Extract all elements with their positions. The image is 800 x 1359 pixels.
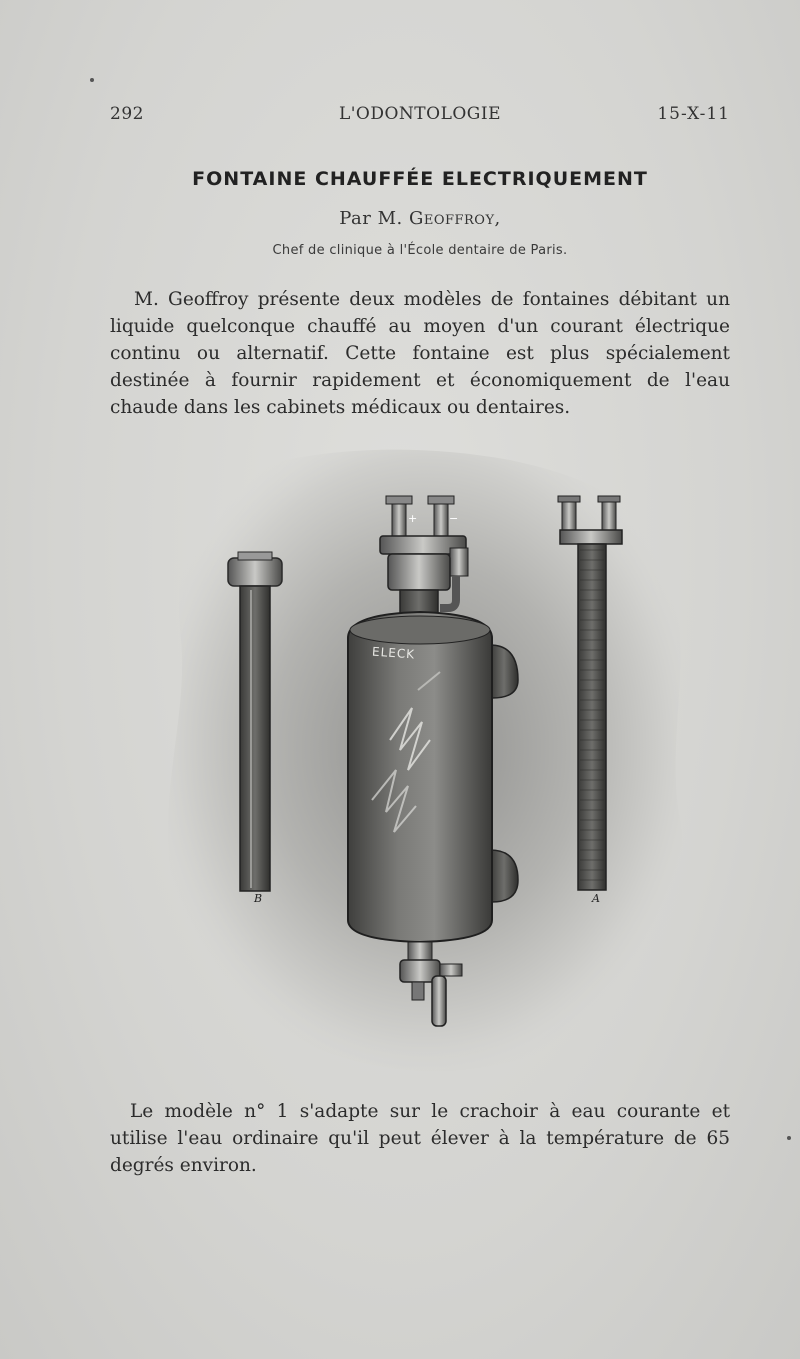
paragraph-intro: M. Geoffroy présente deux modèles de fontaines débitant un liquide quelconque chauffé au moyen d'un courant électrique continu ou alternatif. Cette fontaine est plus spécialement destinée à fournir rapidement et économiquement de l'eau chaude dans les cabinets médicaux ou dentaires. [110,289,730,418]
figure-label-b: B [254,892,263,905]
speck-mark [787,1136,791,1140]
speck-mark [90,78,94,82]
byline-prefix: Par M. [339,208,403,229]
paragraph-model-1: Le modèle n° 1 s'adapte sur le crachoir à eau courante et utilise l'eau ordinaire qu'il peut élever à la température de 65 degrés environ. [110,1101,730,1176]
terminal-minus-sign: − [449,512,459,525]
fountain-illustration [150,440,710,1080]
author-name: Geoffroy, [408,208,501,229]
vessel-inscription: ELECK [371,644,416,662]
journal-title: L'ODONTOLOGIE [338,104,502,124]
author-affiliation: Chef de clinique à l'École dentaire de Paris. [272,243,568,258]
fountain-drawing [150,440,710,1080]
running-head [110,104,730,130]
terminal-plus-sign: + [408,512,418,525]
article-title: FONTAINE CHAUFFÉE ELECTRIQUEMENT [192,168,648,190]
figure-label-a: A [592,892,600,905]
page-number: 292 [110,104,144,124]
issue-date: 15-X-11 [657,104,730,124]
byline [0,208,800,229]
